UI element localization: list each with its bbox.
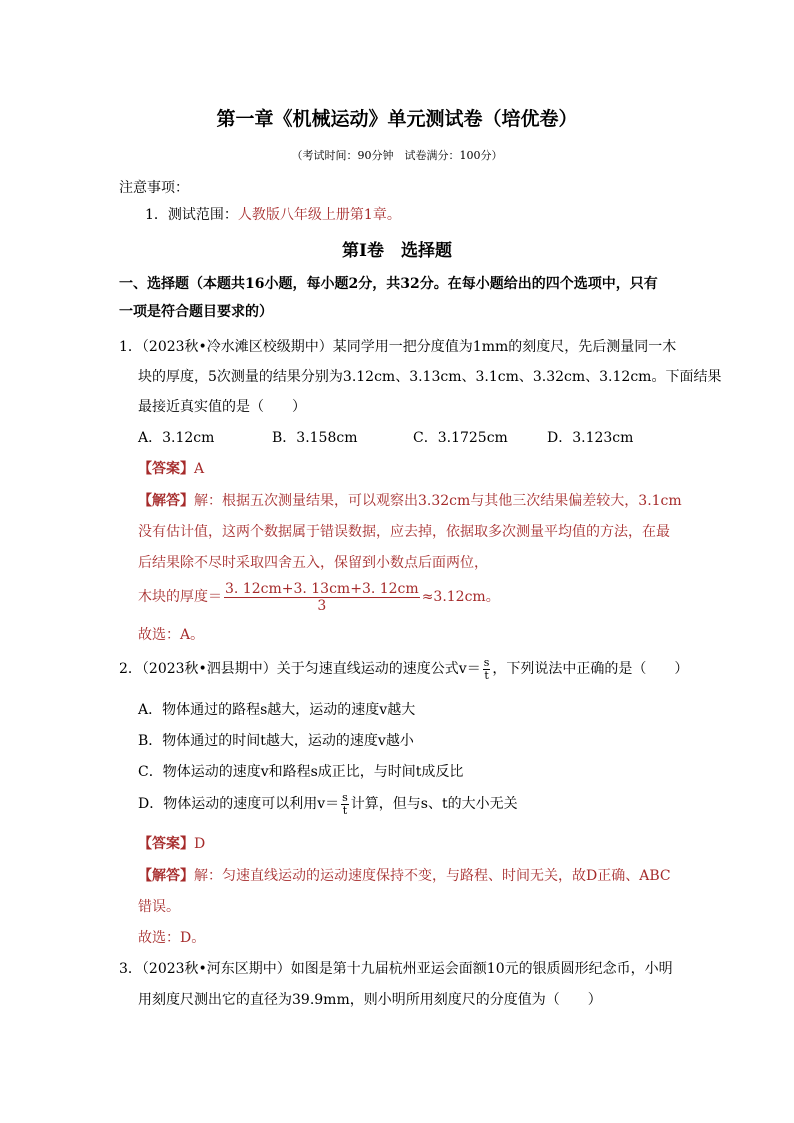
q2-option-c: C．物体运动的速度v和路程s成正比，与时间t成反比: [138, 764, 464, 780]
q1-option-d: D．3.123cm: [547, 430, 634, 446]
q2-stem-fraction-denominator: t: [484, 668, 489, 682]
q2-option-b: B．物体通过的时间t越大，运动的速度v越小: [138, 733, 414, 749]
q1-answer: [138, 459, 204, 479]
section-title: 第Ⅰ卷 选择题: [342, 241, 452, 261]
q1-formula-denominator: 3: [317, 597, 327, 614]
document-title: 第一章《机械运动》单元测试卷（培优卷）: [216, 108, 578, 130]
q1-explanation-line2: 没有估计值，这两个数据属于错误数据，应去掉，依据取多次测量平均值的方法，在最: [138, 524, 670, 540]
exam-info: （考试时间：90分钟 试卷满分：100分）: [291, 149, 503, 162]
part1-instructions-line1: 一、选择题（本题共16小题，每小题2分，共32分。在每小题给出的四个选项中，只有: [119, 276, 658, 292]
q1-answer-label: 【答案】: [138, 461, 194, 477]
q2-stem-fraction-numerator: s: [483, 655, 490, 669]
q1-choice: 故选：A。: [138, 627, 205, 643]
q2-option-d-fraction-numerator: s: [342, 790, 348, 804]
notes-heading: 注意事项：: [119, 180, 189, 196]
q3-stem-line1: 3．（2023秋•河东区期中）如图是第十九届杭州亚运会面额10元的银质圆形纪念币，小明: [119, 961, 673, 977]
q1-stem-line3: 最接近真实值的是（ ）: [138, 399, 306, 415]
q1-option-a: A．3.12cm: [138, 430, 215, 446]
q1-explanation-label: 【解答】: [138, 493, 194, 509]
q1-explanation-text-b: 根据五次测量结果，可以观察出: [222, 493, 418, 509]
q2-explanation-line2: 错误。: [138, 899, 180, 915]
q2-answer: [138, 834, 205, 854]
q2-option-d-fraction: [341, 792, 349, 817]
q1-explanation-value-1: 3.32cm: [418, 493, 471, 509]
q1-stem-line2: 块的厚度，5次测量的结果分别为3.12cm、3.13cm、3.1cm、3.32cm、3.12cm。下面结果: [138, 369, 722, 385]
part1-instructions-line2: 一项是符合题目要求的）: [119, 304, 273, 320]
q2-choice: 故选：D。: [138, 930, 206, 946]
q1-formula-numerator: 3. 12cm+3. 13cm+3. 12cm: [225, 580, 419, 597]
q1-option-b: B．3.158cm: [272, 430, 358, 446]
q2-answer-label: 【答案】: [138, 836, 194, 852]
q2-option-d-fraction-denominator: t: [342, 803, 348, 817]
q1-explanation-text-a: 解：: [194, 493, 222, 509]
q1-answer-value: A: [194, 461, 205, 477]
q1-formula-result: ≈3.12cm。: [421, 589, 500, 605]
q1-formula: [138, 580, 500, 614]
q2-option-d-suffix: 计算，但与s、t的大小无关: [350, 796, 518, 812]
q2-stem-suffix: ，下列说法中正确的是（ ）: [492, 661, 689, 677]
q1-explanation-text-c: 与其他三次结果偏差较大，: [470, 493, 639, 509]
q2-explanation-line1: [138, 866, 671, 886]
q2-explanation-text: 解：匀速直线运动的运动速度保持不变，与路程、时间无关，故D正确、ABC: [194, 868, 671, 884]
q1-explanation-line3: 后结果除不尽时采取四舍五入，保留到小数点后面两位，: [138, 555, 488, 571]
q1-explanation-line1: [138, 491, 682, 511]
q1-option-c: C．3.1725cm: [413, 430, 508, 446]
notes-item-1: [145, 205, 401, 225]
notes-item-1-value: 人教版八年级上册第1章。: [237, 207, 401, 223]
q1-stem-line1: 1．（2023秋•冷水滩区校级期中）某同学用一把分度值为1mm的刻度尺，先后测量同一木: [119, 339, 677, 355]
q2-answer-value: D: [194, 836, 206, 852]
q2-stem-prefix: 2．（2023秋•泗县期中）关于匀速直线运动的速度公式v＝: [119, 661, 481, 677]
q1-formula-prefix: 木块的厚度＝: [138, 589, 222, 605]
q1-formula-fraction: [224, 581, 420, 614]
q3-stem-line2: 用刻度尺测出它的直径为39.9mm，则小明所用刻度尺的分度值为（ ）: [138, 992, 602, 1008]
q2-option-d-prefix: D．物体运动的速度可以利用v＝: [138, 796, 340, 812]
q2-option-d: [138, 787, 518, 821]
q2-option-a: A．物体通过的路程s越大，运动的速度v越大: [138, 702, 416, 718]
q2-stem-fraction: [483, 657, 491, 682]
notes-item-1-label: 1．测试范围：: [145, 207, 238, 223]
q1-explanation-value-2: 3.1cm: [638, 493, 682, 509]
q2-explanation-label: 【解答】: [138, 868, 194, 884]
q2-stem: [119, 652, 688, 686]
